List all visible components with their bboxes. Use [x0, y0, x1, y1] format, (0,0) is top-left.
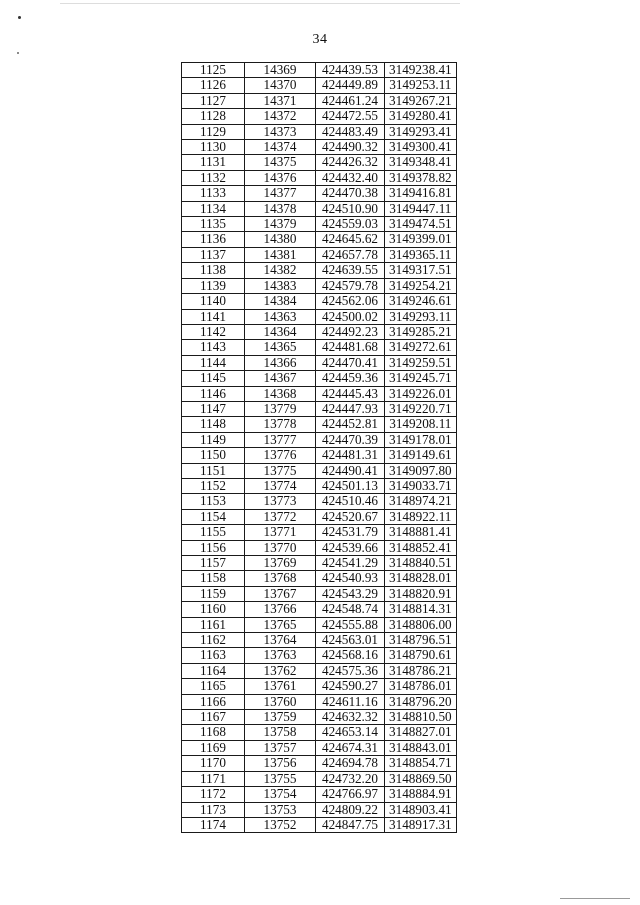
y-coordinate-cell: 3148806.00 — [385, 617, 457, 632]
point-id-cell: 13754 — [245, 787, 316, 802]
table-row — [182, 155, 457, 170]
x-coordinate-cell: 424539.66 — [316, 540, 385, 555]
row-number-cell: 1151 — [182, 463, 245, 478]
point-id-cell: 14383 — [245, 278, 316, 293]
point-id-cell: 13759 — [245, 710, 316, 725]
x-coordinate-cell: 424732.20 — [316, 771, 385, 786]
y-coordinate-cell: 3148843.01 — [385, 740, 457, 755]
table-row — [182, 294, 457, 309]
y-coordinate-cell: 3149300.41 — [385, 140, 457, 155]
x-coordinate-cell: 424472.55 — [316, 109, 385, 124]
x-coordinate-cell: 424674.31 — [316, 740, 385, 755]
x-coordinate-cell: 424579.78 — [316, 278, 385, 293]
x-coordinate-cell: 424611.16 — [316, 694, 385, 709]
coordinates-table-body — [182, 63, 457, 833]
point-id-cell: 14372 — [245, 109, 316, 124]
x-coordinate-cell: 424483.49 — [316, 124, 385, 139]
y-coordinate-cell: 3148854.71 — [385, 756, 457, 771]
x-coordinate-cell: 424470.39 — [316, 432, 385, 447]
point-id-cell: 14374 — [245, 140, 316, 155]
x-coordinate-cell: 424447.93 — [316, 401, 385, 416]
x-coordinate-cell: 424445.43 — [316, 386, 385, 401]
table-row — [182, 771, 457, 786]
point-id-cell: 13757 — [245, 740, 316, 755]
y-coordinate-cell: 3149226.01 — [385, 386, 457, 401]
y-coordinate-cell: 3149246.61 — [385, 294, 457, 309]
point-id-cell: 13777 — [245, 432, 316, 447]
row-number-cell: 1167 — [182, 710, 245, 725]
point-id-cell: 13766 — [245, 602, 316, 617]
x-coordinate-cell: 424555.88 — [316, 617, 385, 632]
row-number-cell: 1152 — [182, 478, 245, 493]
table-row — [182, 740, 457, 755]
y-coordinate-cell: 3148852.41 — [385, 540, 457, 555]
y-coordinate-cell: 3149447.11 — [385, 201, 457, 216]
y-coordinate-cell: 3148903.41 — [385, 802, 457, 817]
row-number-cell: 1140 — [182, 294, 245, 309]
point-id-cell: 13756 — [245, 756, 316, 771]
point-id-cell: 13775 — [245, 463, 316, 478]
y-coordinate-cell: 3148796.20 — [385, 694, 457, 709]
row-number-cell: 1156 — [182, 540, 245, 555]
row-number-cell: 1165 — [182, 679, 245, 694]
y-coordinate-cell: 3149474.51 — [385, 217, 457, 232]
y-coordinate-cell: 3148869.50 — [385, 771, 457, 786]
x-coordinate-cell: 424432.40 — [316, 170, 385, 185]
row-number-cell: 1134 — [182, 201, 245, 216]
point-id-cell: 13762 — [245, 663, 316, 678]
point-id-cell: 14380 — [245, 232, 316, 247]
row-number-cell: 1132 — [182, 170, 245, 185]
y-coordinate-cell: 3149416.81 — [385, 186, 457, 201]
point-id-cell: 14381 — [245, 247, 316, 262]
x-coordinate-cell: 424568.16 — [316, 648, 385, 663]
x-coordinate-cell: 424559.03 — [316, 217, 385, 232]
x-coordinate-cell: 424657.78 — [316, 247, 385, 262]
x-coordinate-cell: 424481.68 — [316, 340, 385, 355]
table-row — [182, 633, 457, 648]
scan-speck — [18, 16, 21, 19]
scan-edge-top — [60, 3, 460, 4]
table-row — [182, 263, 457, 278]
x-coordinate-cell: 424439.53 — [316, 63, 385, 78]
x-coordinate-cell: 424562.06 — [316, 294, 385, 309]
point-id-cell: 14376 — [245, 170, 316, 185]
table-row — [182, 124, 457, 139]
table-row — [182, 540, 457, 555]
row-number-cell: 1150 — [182, 448, 245, 463]
table-row — [182, 355, 457, 370]
row-number-cell: 1171 — [182, 771, 245, 786]
coordinates-table — [181, 62, 457, 833]
y-coordinate-cell: 3149259.51 — [385, 355, 457, 370]
point-id-cell: 13758 — [245, 725, 316, 740]
row-number-cell: 1138 — [182, 263, 245, 278]
table-row — [182, 340, 457, 355]
row-number-cell: 1158 — [182, 571, 245, 586]
x-coordinate-cell: 424531.79 — [316, 525, 385, 540]
point-id-cell: 14371 — [245, 93, 316, 108]
table-row — [182, 571, 457, 586]
y-coordinate-cell: 3149272.61 — [385, 340, 457, 355]
table-row — [182, 663, 457, 678]
table-row — [182, 556, 457, 571]
point-id-cell: 13760 — [245, 694, 316, 709]
row-number-cell: 1131 — [182, 155, 245, 170]
row-number-cell: 1146 — [182, 386, 245, 401]
x-coordinate-cell: 424501.13 — [316, 478, 385, 493]
y-coordinate-cell: 3149208.11 — [385, 417, 457, 432]
table-row — [182, 324, 457, 339]
scan-edge-bottom — [560, 898, 630, 899]
y-coordinate-cell: 3148827.01 — [385, 725, 457, 740]
x-coordinate-cell: 424510.46 — [316, 494, 385, 509]
point-id-cell: 14384 — [245, 294, 316, 309]
row-number-cell: 1162 — [182, 633, 245, 648]
table-row — [182, 694, 457, 709]
row-number-cell: 1161 — [182, 617, 245, 632]
y-coordinate-cell: 3149267.21 — [385, 93, 457, 108]
x-coordinate-cell: 424540.93 — [316, 571, 385, 586]
point-id-cell: 13768 — [245, 571, 316, 586]
row-number-cell: 1164 — [182, 663, 245, 678]
row-number-cell: 1133 — [182, 186, 245, 201]
row-number-cell: 1143 — [182, 340, 245, 355]
y-coordinate-cell: 3148881.41 — [385, 525, 457, 540]
table-row — [182, 602, 457, 617]
x-coordinate-cell: 424653.14 — [316, 725, 385, 740]
table-row — [182, 478, 457, 493]
point-id-cell: 13752 — [245, 817, 316, 832]
table-row — [182, 648, 457, 663]
y-coordinate-cell: 3149348.41 — [385, 155, 457, 170]
row-number-cell: 1149 — [182, 432, 245, 447]
y-coordinate-cell: 3148786.21 — [385, 663, 457, 678]
table-row — [182, 217, 457, 232]
y-coordinate-cell: 3149293.11 — [385, 309, 457, 324]
y-coordinate-cell: 3148828.01 — [385, 571, 457, 586]
y-coordinate-cell: 3149220.71 — [385, 401, 457, 416]
x-coordinate-cell: 424492.23 — [316, 324, 385, 339]
table-row — [182, 247, 457, 262]
point-id-cell: 13763 — [245, 648, 316, 663]
table-row — [182, 679, 457, 694]
y-coordinate-cell: 3149317.51 — [385, 263, 457, 278]
row-number-cell: 1159 — [182, 586, 245, 601]
x-coordinate-cell: 424490.41 — [316, 463, 385, 478]
point-id-cell: 13776 — [245, 448, 316, 463]
row-number-cell: 1145 — [182, 371, 245, 386]
y-coordinate-cell: 3148814.31 — [385, 602, 457, 617]
table-row — [182, 78, 457, 93]
row-number-cell: 1135 — [182, 217, 245, 232]
row-number-cell: 1173 — [182, 802, 245, 817]
y-coordinate-cell: 3149149.61 — [385, 448, 457, 463]
x-coordinate-cell: 424461.24 — [316, 93, 385, 108]
y-coordinate-cell: 3149253.11 — [385, 78, 457, 93]
point-id-cell: 14366 — [245, 355, 316, 370]
y-coordinate-cell: 3148922.11 — [385, 509, 457, 524]
x-coordinate-cell: 424541.29 — [316, 556, 385, 571]
row-number-cell: 1139 — [182, 278, 245, 293]
x-coordinate-cell: 424481.31 — [316, 448, 385, 463]
x-coordinate-cell: 424645.62 — [316, 232, 385, 247]
table-row — [182, 509, 457, 524]
table-row — [182, 725, 457, 740]
point-id-cell: 14379 — [245, 217, 316, 232]
x-coordinate-cell: 424470.41 — [316, 355, 385, 370]
y-coordinate-cell: 3148917.31 — [385, 817, 457, 832]
y-coordinate-cell: 3149178.01 — [385, 432, 457, 447]
y-coordinate-cell: 3149280.41 — [385, 109, 457, 124]
x-coordinate-cell: 424590.27 — [316, 679, 385, 694]
row-number-cell: 1137 — [182, 247, 245, 262]
table-row — [182, 201, 457, 216]
y-coordinate-cell: 3149245.71 — [385, 371, 457, 386]
row-number-cell: 1153 — [182, 494, 245, 509]
row-number-cell: 1148 — [182, 417, 245, 432]
table-row — [182, 525, 457, 540]
x-coordinate-cell: 424766.97 — [316, 787, 385, 802]
row-number-cell: 1125 — [182, 63, 245, 78]
table-row — [182, 463, 457, 478]
x-coordinate-cell: 424563.01 — [316, 633, 385, 648]
row-number-cell: 1136 — [182, 232, 245, 247]
point-id-cell: 13770 — [245, 540, 316, 555]
table-row — [182, 278, 457, 293]
point-id-cell: 14370 — [245, 78, 316, 93]
y-coordinate-cell: 3148790.61 — [385, 648, 457, 663]
table-row — [182, 401, 457, 416]
x-coordinate-cell: 424809.22 — [316, 802, 385, 817]
y-coordinate-cell: 3148796.51 — [385, 633, 457, 648]
point-id-cell: 13778 — [245, 417, 316, 432]
point-id-cell: 13761 — [245, 679, 316, 694]
point-id-cell: 14373 — [245, 124, 316, 139]
x-coordinate-cell: 424575.36 — [316, 663, 385, 678]
point-id-cell: 14378 — [245, 201, 316, 216]
row-number-cell: 1144 — [182, 355, 245, 370]
y-coordinate-cell: 3149285.21 — [385, 324, 457, 339]
x-coordinate-cell: 424543.29 — [316, 586, 385, 601]
y-coordinate-cell: 3149033.71 — [385, 478, 457, 493]
x-coordinate-cell: 424639.55 — [316, 263, 385, 278]
x-coordinate-cell: 424694.78 — [316, 756, 385, 771]
row-number-cell: 1172 — [182, 787, 245, 802]
row-number-cell: 1130 — [182, 140, 245, 155]
y-coordinate-cell: 3149378.82 — [385, 170, 457, 185]
table-row — [182, 386, 457, 401]
point-id-cell: 13771 — [245, 525, 316, 540]
point-id-cell: 13767 — [245, 586, 316, 601]
row-number-cell: 1157 — [182, 556, 245, 571]
point-id-cell: 14377 — [245, 186, 316, 201]
point-id-cell: 14382 — [245, 263, 316, 278]
table-row — [182, 63, 457, 78]
point-id-cell: 13779 — [245, 401, 316, 416]
y-coordinate-cell: 3149399.01 — [385, 232, 457, 247]
row-number-cell: 1168 — [182, 725, 245, 740]
point-id-cell: 14375 — [245, 155, 316, 170]
point-id-cell: 13774 — [245, 478, 316, 493]
row-number-cell: 1170 — [182, 756, 245, 771]
row-number-cell: 1127 — [182, 93, 245, 108]
x-coordinate-cell: 424470.38 — [316, 186, 385, 201]
scan-speck — [17, 52, 19, 54]
point-id-cell: 14369 — [245, 63, 316, 78]
page-number: 34 — [312, 32, 328, 47]
row-number-cell: 1154 — [182, 509, 245, 524]
point-id-cell: 13755 — [245, 771, 316, 786]
table-row — [182, 756, 457, 771]
table-row — [182, 93, 457, 108]
row-number-cell: 1142 — [182, 324, 245, 339]
y-coordinate-cell: 3148974.21 — [385, 494, 457, 509]
y-coordinate-cell: 3148884.91 — [385, 787, 457, 802]
y-coordinate-cell: 3148840.51 — [385, 556, 457, 571]
table-row — [182, 371, 457, 386]
row-number-cell: 1160 — [182, 602, 245, 617]
point-id-cell: 13753 — [245, 802, 316, 817]
table-row — [182, 417, 457, 432]
y-coordinate-cell: 3148786.01 — [385, 679, 457, 694]
x-coordinate-cell: 424490.32 — [316, 140, 385, 155]
point-id-cell: 14367 — [245, 371, 316, 386]
row-number-cell: 1129 — [182, 124, 245, 139]
point-id-cell: 14364 — [245, 324, 316, 339]
table-row — [182, 817, 457, 832]
row-number-cell: 1169 — [182, 740, 245, 755]
table-row — [182, 617, 457, 632]
table-row — [182, 140, 457, 155]
table-row — [182, 186, 457, 201]
x-coordinate-cell: 424452.81 — [316, 417, 385, 432]
x-coordinate-cell: 424847.75 — [316, 817, 385, 832]
y-coordinate-cell: 3149254.21 — [385, 278, 457, 293]
x-coordinate-cell: 424520.67 — [316, 509, 385, 524]
row-number-cell: 1141 — [182, 309, 245, 324]
y-coordinate-cell: 3148810.50 — [385, 710, 457, 725]
x-coordinate-cell: 424500.02 — [316, 309, 385, 324]
table-row — [182, 586, 457, 601]
point-id-cell: 14365 — [245, 340, 316, 355]
y-coordinate-cell: 3149365.11 — [385, 247, 457, 262]
table-row — [182, 432, 457, 447]
point-id-cell: 13773 — [245, 494, 316, 509]
row-number-cell: 1155 — [182, 525, 245, 540]
point-id-cell: 13764 — [245, 633, 316, 648]
table-row — [182, 787, 457, 802]
table-row — [182, 802, 457, 817]
y-coordinate-cell: 3148820.91 — [385, 586, 457, 601]
table-row — [182, 710, 457, 725]
table-row — [182, 309, 457, 324]
table-row — [182, 170, 457, 185]
y-coordinate-cell: 3149293.41 — [385, 124, 457, 139]
table-row — [182, 448, 457, 463]
row-number-cell: 1147 — [182, 401, 245, 416]
x-coordinate-cell: 424548.74 — [316, 602, 385, 617]
row-number-cell: 1128 — [182, 109, 245, 124]
row-number-cell: 1174 — [182, 817, 245, 832]
x-coordinate-cell: 424426.32 — [316, 155, 385, 170]
y-coordinate-cell: 3149238.41 — [385, 63, 457, 78]
point-id-cell: 13765 — [245, 617, 316, 632]
y-coordinate-cell: 3149097.80 — [385, 463, 457, 478]
x-coordinate-cell: 424632.32 — [316, 710, 385, 725]
point-id-cell: 14363 — [245, 309, 316, 324]
point-id-cell: 13772 — [245, 509, 316, 524]
x-coordinate-cell: 424459.36 — [316, 371, 385, 386]
x-coordinate-cell: 424449.89 — [316, 78, 385, 93]
point-id-cell: 13769 — [245, 556, 316, 571]
table-row — [182, 109, 457, 124]
point-id-cell: 14368 — [245, 386, 316, 401]
table-row — [182, 232, 457, 247]
table-row — [182, 494, 457, 509]
row-number-cell: 1126 — [182, 78, 245, 93]
x-coordinate-cell: 424510.90 — [316, 201, 385, 216]
row-number-cell: 1166 — [182, 694, 245, 709]
row-number-cell: 1163 — [182, 648, 245, 663]
